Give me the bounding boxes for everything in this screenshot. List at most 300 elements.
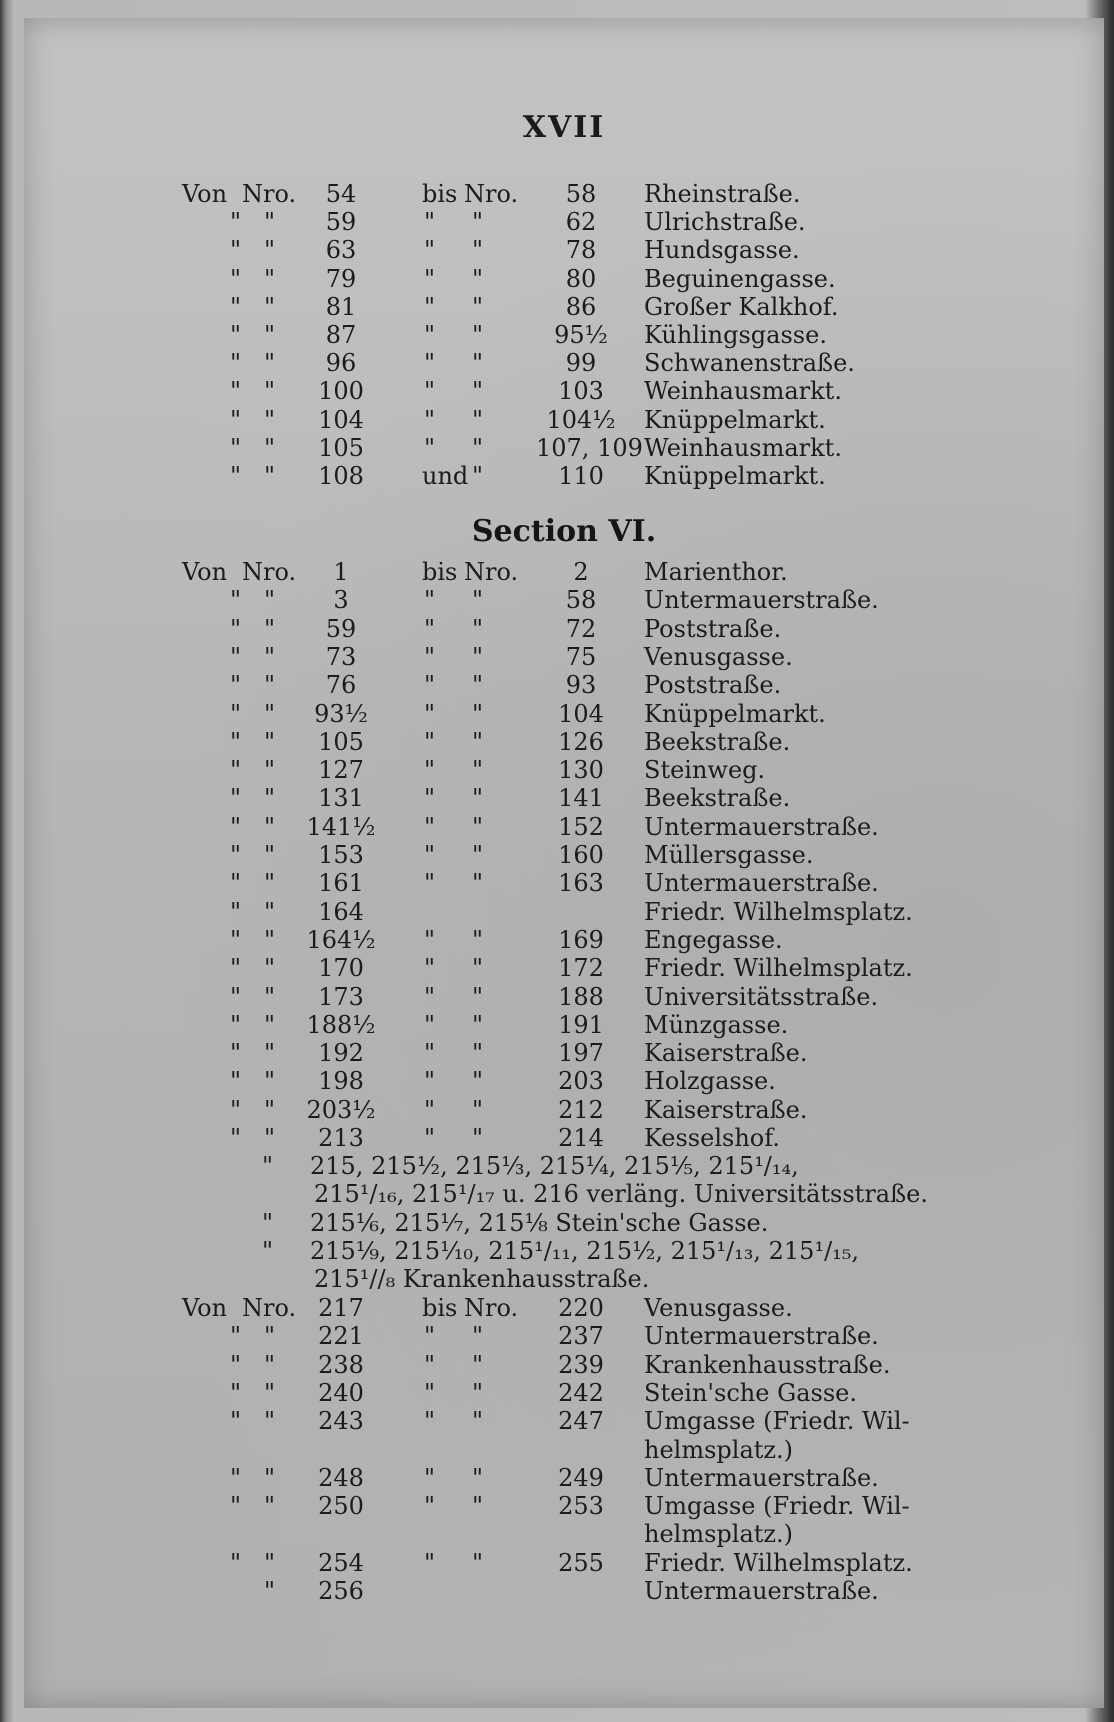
nro-label: " (264, 1463, 276, 1492)
nro-label: Nro. (242, 558, 297, 586)
nro-label: " (472, 1124, 484, 1152)
nro-label: " (472, 349, 484, 378)
nro-label: " (472, 1039, 484, 1068)
nro-label: " (264, 614, 276, 643)
to-number: 72 (565, 614, 597, 643)
bis-label: " (424, 954, 436, 983)
to-number: 80 (565, 264, 597, 293)
street-name: Engegasse. (644, 925, 783, 954)
street-name: Kühlingsgasse. (644, 321, 827, 349)
von-label: " (230, 1378, 242, 1407)
from-number: 188½ (306, 1010, 376, 1039)
von-label: " (230, 462, 242, 490)
nro-label: " (264, 869, 276, 898)
continuation-line (24, 1209, 1104, 1237)
index-row (24, 926, 1104, 954)
nro-label: " (472, 925, 484, 954)
from-number: 93½ (314, 699, 368, 728)
nro-label: " (472, 954, 484, 983)
from-number: 256 (318, 1577, 364, 1605)
bis-label: " (424, 1548, 436, 1577)
von-label: " (230, 925, 242, 954)
bis-label: " (424, 208, 436, 237)
nro-label: " (472, 405, 484, 434)
street-name: Poststraße. (644, 671, 782, 700)
street-name: Beekstraße. (644, 784, 791, 813)
index-row (24, 954, 1104, 982)
to-number: 239 (558, 1350, 604, 1379)
street-name: Untermauerstraße. (644, 1322, 879, 1351)
from-number: 54 (325, 180, 357, 208)
street-name: Venusgasse. (644, 642, 793, 671)
nro-label: " (264, 897, 276, 926)
continuation-text: 215¹/₁₆, 215¹/₁₇ u. 216 verläng. Universitätsstraße. (314, 1180, 928, 1209)
to-number: 58 (565, 180, 597, 208)
to-number: 242 (558, 1378, 604, 1407)
from-number: 164½ (306, 925, 376, 954)
bis-label: " (424, 1124, 436, 1152)
to-number: 214 (558, 1124, 604, 1152)
von-label: " (230, 869, 242, 898)
index-row (24, 265, 1104, 293)
from-number: 3 (333, 586, 349, 615)
index-row (24, 784, 1104, 812)
from-number: 248 (318, 1463, 364, 1492)
from-number: 79 (325, 264, 357, 293)
street-name: Steinweg. (644, 756, 766, 785)
nro-label: " (264, 1548, 276, 1577)
street-name: Untermauerstraße. (644, 1463, 879, 1492)
from-number: 243 (318, 1407, 364, 1436)
to-number: 197 (558, 1039, 604, 1068)
street-name: Beguinengasse. (644, 264, 836, 293)
nro-label: " (472, 292, 484, 321)
street-name: Venusgasse. (644, 1294, 793, 1322)
continuation-line (24, 1237, 1104, 1265)
index-row (24, 983, 1104, 1011)
nro-label: " (472, 642, 484, 671)
von-label: " (230, 208, 242, 237)
nro-label: " (264, 812, 276, 841)
nro-label: " (264, 1378, 276, 1407)
to-number: 188 (558, 982, 604, 1011)
to-number: 99 (565, 349, 597, 378)
index-row (24, 586, 1104, 614)
from-number: 250 (318, 1492, 364, 1521)
nro-label: " (472, 699, 484, 728)
von-label: " (230, 236, 242, 265)
bis-label: " (424, 1378, 436, 1407)
continuation-line (24, 1152, 1104, 1180)
ditto-mark: " (262, 1208, 274, 1237)
index-row (24, 898, 1104, 926)
from-number: 131 (318, 784, 364, 813)
nro-label: " (264, 1067, 276, 1096)
von-label: " (230, 1407, 242, 1436)
von-label: " (230, 671, 242, 700)
street-name: Weinhausmarkt. (644, 377, 842, 406)
to-number: 110 (558, 462, 604, 490)
nro-label: Nro. (464, 1294, 519, 1322)
bis-label: " (424, 756, 436, 785)
street-name: helmsplatz.) (644, 1435, 794, 1464)
von-label: " (230, 841, 242, 869)
nro-label: " (264, 586, 276, 615)
to-number: 253 (558, 1492, 604, 1521)
index-row (24, 1436, 1104, 1464)
nro-label: " (264, 642, 276, 671)
from-number: 76 (325, 671, 357, 700)
to-number: 237 (558, 1322, 604, 1351)
index-row (24, 293, 1104, 321)
bis-label: und (422, 462, 469, 490)
von-label: Von (182, 1294, 228, 1322)
to-number: 247 (558, 1407, 604, 1436)
index-row (24, 869, 1104, 897)
street-name: Kesselshof. (644, 1124, 780, 1152)
index-row (24, 841, 1104, 869)
index-row (24, 1322, 1104, 1350)
bis-label: " (424, 377, 436, 406)
from-number: 238 (318, 1350, 364, 1379)
nro-label: " (264, 264, 276, 293)
nro-label: " (472, 462, 484, 490)
nro-label: " (264, 1010, 276, 1039)
bis-label: " (424, 349, 436, 378)
nro-label: " (264, 1577, 276, 1605)
index-row (24, 208, 1104, 236)
index-row (24, 671, 1104, 699)
nro-label: " (472, 1095, 484, 1124)
von-label: " (230, 756, 242, 785)
to-number: 78 (565, 236, 597, 265)
index-row (24, 1520, 1104, 1548)
von-label: " (230, 727, 242, 756)
from-number: 254 (318, 1548, 364, 1577)
to-number: 107, 109 (536, 433, 643, 462)
bis-label: " (424, 433, 436, 462)
nro-label: " (264, 727, 276, 756)
street-name: Hundsgasse. (644, 236, 800, 265)
bis-label: " (424, 699, 436, 728)
nro-label: " (264, 236, 276, 265)
from-number: 59 (325, 208, 357, 237)
index-row (24, 236, 1104, 264)
street-name: Knüppelmarkt. (644, 405, 826, 434)
to-number: 172 (558, 954, 604, 983)
street-name: Untermauerstraße. (644, 812, 879, 841)
from-number: 213 (318, 1124, 364, 1152)
from-number: 221 (318, 1322, 364, 1351)
street-name: Kaiserstraße. (644, 1039, 808, 1068)
street-name: Untermauerstraße. (644, 586, 879, 615)
from-number: 104 (318, 405, 364, 434)
index-row (24, 462, 1104, 490)
index-row (24, 406, 1104, 434)
nro-label: " (472, 1492, 484, 1521)
from-number: 127 (318, 756, 364, 785)
ditto-mark: " (262, 1236, 274, 1265)
street-name: Schwanenstraße. (644, 349, 855, 378)
nro-label: " (264, 321, 276, 349)
von-label: " (230, 1492, 242, 1521)
bis-label: " (424, 614, 436, 643)
bis-label: " (424, 1010, 436, 1039)
nro-label: " (264, 462, 276, 490)
bis-label: " (424, 1039, 436, 1068)
bis-label: " (424, 784, 436, 813)
index-row (24, 434, 1104, 462)
index-row (24, 1549, 1104, 1577)
nro-label: " (264, 841, 276, 869)
street-name: Ulrichstraße. (644, 208, 806, 237)
street-name: Umgasse (Friedr. Wil- (644, 1492, 910, 1521)
nro-label: " (264, 1407, 276, 1436)
from-number: 198 (318, 1067, 364, 1096)
street-name: Münzgasse. (644, 1010, 789, 1039)
nro-label: " (472, 869, 484, 898)
index-row (24, 1011, 1104, 1039)
continuation-text: 215, 215½, 215⅓, 215¼, 215⅕, 215¹/₁₄, (310, 1152, 799, 1180)
continuation-text: 215¹//₈ Krankenhausstraße. (314, 1265, 650, 1294)
street-name: Krankenhausstraße. (644, 1350, 891, 1379)
from-number: 170 (318, 954, 364, 983)
bis-label: " (424, 1463, 436, 1492)
von-label: " (230, 1095, 242, 1124)
to-number: 141 (558, 784, 604, 813)
document-page (24, 18, 1104, 1708)
from-number: 240 (318, 1378, 364, 1407)
to-number: 191 (558, 1010, 604, 1039)
nro-label: " (264, 756, 276, 785)
nro-label: " (264, 405, 276, 434)
bis-label: " (424, 236, 436, 265)
from-number: 153 (318, 841, 364, 869)
to-number: 75 (565, 642, 597, 671)
nro-label: " (472, 264, 484, 293)
nro-label: " (472, 1067, 484, 1096)
nro-label: " (472, 433, 484, 462)
from-number: 73 (325, 642, 357, 671)
von-label: " (230, 1350, 242, 1379)
street-name: Weinhausmarkt. (644, 433, 842, 462)
section-heading: Section VI. (471, 514, 657, 549)
index-row (24, 756, 1104, 784)
continuation-line (24, 1265, 1104, 1293)
nro-label: " (472, 756, 484, 785)
to-number: 104 (558, 699, 604, 728)
von-label: " (230, 292, 242, 321)
index-row (24, 700, 1104, 728)
to-number: 86 (565, 292, 597, 321)
bis-label: " (424, 982, 436, 1011)
bis-label: bis (422, 558, 458, 586)
ditto-mark: " (262, 1152, 274, 1180)
to-number: 93 (565, 671, 597, 700)
from-number: 105 (318, 433, 364, 462)
von-label: " (230, 1463, 242, 1492)
street-name: Großer Kalkhof. (644, 292, 839, 321)
bis-label: " (424, 1492, 436, 1521)
street-name: Friedr. Wilhelmsplatz. (644, 954, 913, 983)
index-row (24, 1464, 1104, 1492)
nro-label: " (264, 1350, 276, 1379)
von-label: Von (182, 558, 228, 586)
bis-label: bis (422, 180, 458, 208)
von-label: " (230, 1548, 242, 1577)
von-label: " (230, 321, 242, 349)
index-row (24, 1124, 1104, 1152)
street-name: Umgasse (Friedr. Wil- (644, 1407, 910, 1436)
bis-label: " (424, 1407, 436, 1436)
nro-label: " (472, 812, 484, 841)
street-name: helmsplatz.) (644, 1520, 794, 1549)
nro-label: " (472, 208, 484, 237)
to-number: 95½ (554, 321, 608, 349)
nro-label: Nro. (464, 558, 519, 586)
bis-label: " (424, 869, 436, 898)
bis-label: " (424, 1350, 436, 1379)
continuation-text: 215⅑, 215⅒, 215¹/₁₁, 215½, 215¹/₁₃, 215¹/₁₅, (310, 1236, 860, 1265)
nro-label: " (472, 841, 484, 869)
from-number: 173 (318, 982, 364, 1011)
street-name: Knüppelmarkt. (644, 699, 826, 728)
nro-label: Nro. (242, 180, 297, 208)
from-number: 108 (318, 462, 364, 490)
from-number: 141½ (306, 812, 376, 841)
street-name: Universitätsstraße. (644, 982, 879, 1011)
von-label: " (230, 897, 242, 926)
von-label: " (230, 1010, 242, 1039)
nro-label: Nro. (464, 180, 519, 208)
nro-label: " (472, 321, 484, 349)
street-name: Untermauerstraße. (644, 1577, 879, 1605)
street-name: Friedr. Wilhelmsplatz. (644, 1548, 913, 1577)
nro-label: " (472, 1407, 484, 1436)
street-name: Kaiserstraße. (644, 1095, 808, 1124)
bis-label: " (424, 671, 436, 700)
street-name: Beekstraße. (644, 727, 791, 756)
nro-label: " (264, 1124, 276, 1152)
nro-label: " (264, 1492, 276, 1521)
nro-label: " (472, 377, 484, 406)
from-number: 161 (318, 869, 364, 898)
index-row (24, 1351, 1104, 1379)
index-row (24, 1039, 1104, 1067)
nro-label: Nro. (242, 1294, 297, 1322)
index-row (24, 1577, 1104, 1605)
to-number: 130 (558, 756, 604, 785)
nro-label: " (264, 349, 276, 378)
index-row (24, 1379, 1104, 1407)
from-number: 217 (318, 1294, 364, 1322)
bis-label: " (424, 1067, 436, 1096)
street-name: Müllersgasse. (644, 841, 814, 869)
to-number: 160 (558, 841, 604, 869)
von-label: Von (182, 180, 228, 208)
bis-label: " (424, 841, 436, 869)
bis-label: " (424, 292, 436, 321)
to-number: 62 (565, 208, 597, 237)
nro-label: " (264, 954, 276, 983)
index-row (24, 180, 1104, 208)
von-label: " (230, 433, 242, 462)
nro-label: " (472, 1322, 484, 1351)
street-name: Rheinstraße. (644, 180, 801, 208)
bis-label: " (424, 1095, 436, 1124)
to-number: 104½ (546, 405, 616, 434)
von-label: " (230, 1039, 242, 1068)
from-number: 63 (325, 236, 357, 265)
to-number: 152 (558, 812, 604, 841)
index-row (24, 558, 1104, 586)
to-number: 126 (558, 727, 604, 756)
von-label: " (230, 954, 242, 983)
nro-label: " (264, 1095, 276, 1124)
nro-label: " (264, 377, 276, 406)
nro-label: " (472, 1350, 484, 1379)
index-row (24, 377, 1104, 405)
index-row (24, 1067, 1104, 1095)
bis-label: " (424, 642, 436, 671)
street-name: Holzgasse. (644, 1067, 776, 1096)
nro-label: " (264, 433, 276, 462)
index-row (24, 615, 1104, 643)
bis-label: " (424, 321, 436, 349)
nro-label: " (264, 784, 276, 813)
nro-label: " (472, 1548, 484, 1577)
von-label: " (230, 349, 242, 378)
from-number: 81 (325, 292, 357, 321)
from-number: 87 (325, 321, 357, 349)
to-number: 220 (558, 1294, 604, 1322)
street-name: Stein'sche Gasse. (644, 1378, 858, 1407)
nro-label: " (472, 1378, 484, 1407)
continuation-text: 215⅙, 215⅐, 215⅛ Stein'sche Gasse. (310, 1208, 769, 1237)
index-row (24, 1096, 1104, 1124)
nro-label: " (264, 982, 276, 1011)
from-number: 96 (325, 349, 357, 378)
bis-label: bis (422, 1294, 458, 1322)
from-number: 105 (318, 727, 364, 756)
von-label: " (230, 405, 242, 434)
bis-label: " (424, 586, 436, 615)
nro-label: " (472, 784, 484, 813)
from-number: 164 (318, 897, 364, 926)
nro-label: " (264, 699, 276, 728)
from-number: 59 (325, 614, 357, 643)
von-label: " (230, 377, 242, 406)
index-row (24, 321, 1104, 349)
nro-label: " (264, 208, 276, 237)
nro-label: " (472, 236, 484, 265)
nro-label: " (264, 671, 276, 700)
to-number: 203 (558, 1067, 604, 1096)
von-label: " (230, 982, 242, 1011)
nro-label: " (472, 1463, 484, 1492)
nro-label: " (472, 614, 484, 643)
von-label: " (230, 614, 242, 643)
to-number: 169 (558, 925, 604, 954)
bis-label: " (424, 925, 436, 954)
street-name: Poststraße. (644, 614, 782, 643)
von-label: " (230, 812, 242, 841)
continuation-line (24, 1180, 1104, 1208)
bis-label: " (424, 727, 436, 756)
nro-label: " (472, 586, 484, 615)
index-row (24, 643, 1104, 671)
to-number: 103 (558, 377, 604, 406)
